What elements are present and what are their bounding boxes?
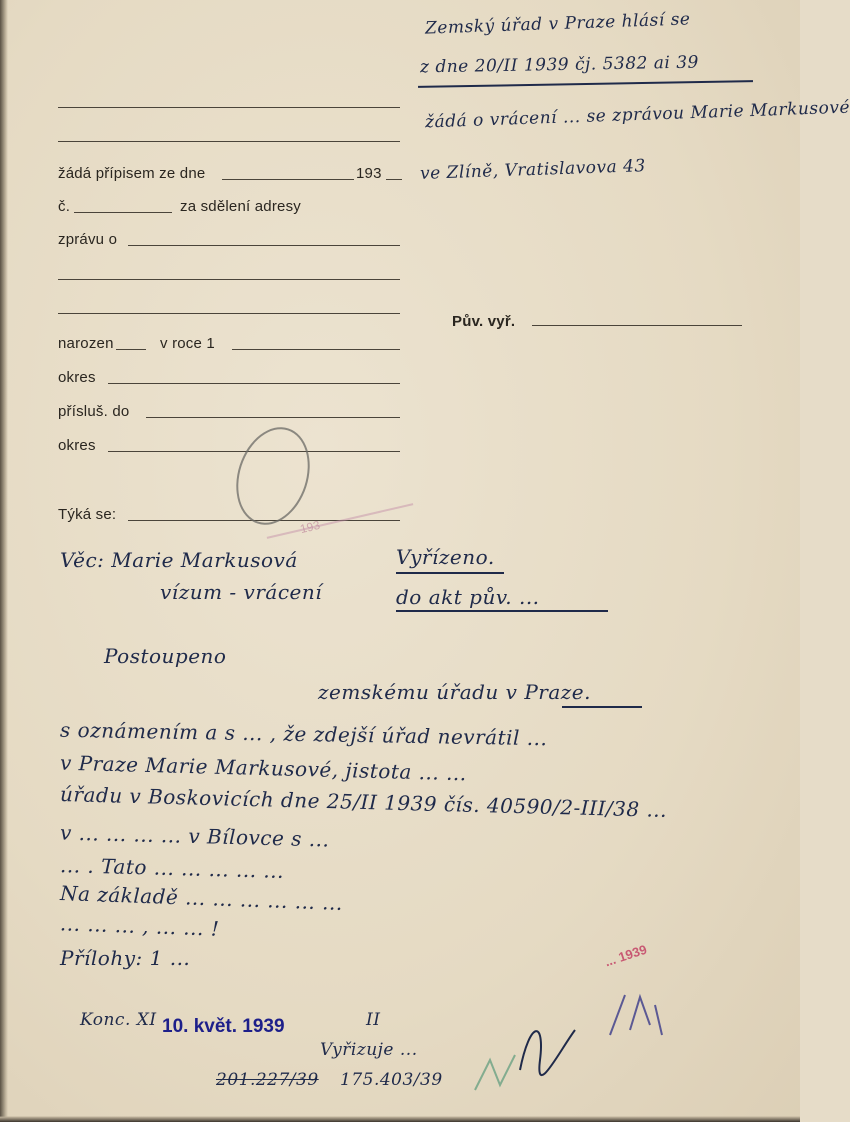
footer-roman: II	[366, 1010, 381, 1030]
narozen-label: narozen	[58, 335, 114, 352]
page-edge-left	[0, 0, 8, 1122]
prislus-line	[146, 417, 400, 418]
okres2-label: okres	[58, 437, 96, 454]
date-stamp: 10. květ. 1939	[162, 1016, 285, 1037]
puv-label: Pův. vyř.	[452, 313, 516, 330]
footer-vyrizuje: Vyřizuje ...	[320, 1040, 418, 1060]
vyrizeno-sub-underline	[396, 610, 608, 612]
v-roce-line	[232, 349, 400, 350]
red-stamp: ... 1939	[602, 941, 649, 970]
zada-date-line	[222, 179, 354, 180]
form-line-mid2	[58, 313, 400, 314]
okres1-label: okres	[58, 369, 96, 386]
zada-label: žádá přípisem ze dne	[58, 165, 206, 182]
faint-pencil-number: 193	[298, 517, 322, 537]
initials-mark	[600, 985, 680, 1045]
footer-new-ref: 175.403/39	[340, 1070, 443, 1090]
body-line-8: Přílohy: 1 ...	[60, 946, 191, 970]
zpravu-line	[128, 245, 400, 246]
prislus-label: přísluš. do	[58, 403, 130, 420]
green-pencil-mark	[470, 1050, 520, 1100]
adresa-label: za sdělení adresy	[180, 198, 301, 215]
form-line-mid1	[58, 279, 400, 280]
body-line-2: v Praze Marie Markusové, jistota ... ...	[59, 750, 468, 786]
form-line-top1	[58, 107, 400, 108]
vyrizeno-label: Vyřízeno.	[396, 545, 495, 569]
c-line	[74, 212, 172, 213]
body-line-1: s oznámením a s ... , že zdejší úřad nevrátil ...	[59, 717, 548, 751]
body-line-3: úřadu v Boskovicích dne 25/II 1939 čís. 40590/2-III/38 ...	[59, 782, 668, 822]
body-line-6: Na základě ... ... ... ... ... ...	[59, 881, 344, 915]
narozen-line	[116, 349, 146, 350]
vec-line: Věc: Marie Markusová	[60, 548, 298, 572]
footer-left-note: Konc. XI	[80, 1010, 157, 1030]
addressee-line: zemskému úřadu v Praze.	[318, 680, 591, 704]
header-hw-line2: z dne 20/II 1939 čj. 5382 ai 39	[419, 52, 700, 78]
header-hw-line4: ve Zlíně, Vratislavova 43	[419, 156, 647, 184]
zpravu-label: zprávu o	[58, 231, 118, 248]
body-line-5: ... . Tato ... ... ... ... ...	[59, 853, 285, 883]
vyrizeno-underline	[396, 572, 504, 574]
form-line-top2	[58, 141, 400, 142]
addressee-underline	[562, 706, 642, 708]
body-line-4: v ... ... ... ... v Bílovce s ...	[59, 820, 330, 852]
body-line-7: ... ... ... , ... ... !	[59, 911, 220, 941]
header-hw-line1: Zemský úřad v Praze hlásí se	[424, 9, 691, 39]
year-label: 193	[356, 165, 382, 182]
c-label: č.	[58, 198, 71, 215]
header-hw-line3: žádá o vrácení ... se zprávou Marie Markusové	[424, 97, 850, 133]
tyka-label: Týká se:	[58, 506, 117, 523]
okres1-line	[108, 383, 400, 384]
v-roce-label: v roce 1	[160, 335, 215, 352]
page-edge-bottom	[0, 1116, 800, 1122]
vyrizeno-sub: do akt pův. ...	[396, 585, 540, 609]
postoupeno-label: Postoupeno	[104, 644, 227, 668]
vec-sub: vízum - vrácení	[160, 580, 323, 604]
footer-old-ref: 201.227/39	[216, 1070, 319, 1090]
puv-line	[532, 325, 742, 326]
year-line	[386, 179, 402, 180]
